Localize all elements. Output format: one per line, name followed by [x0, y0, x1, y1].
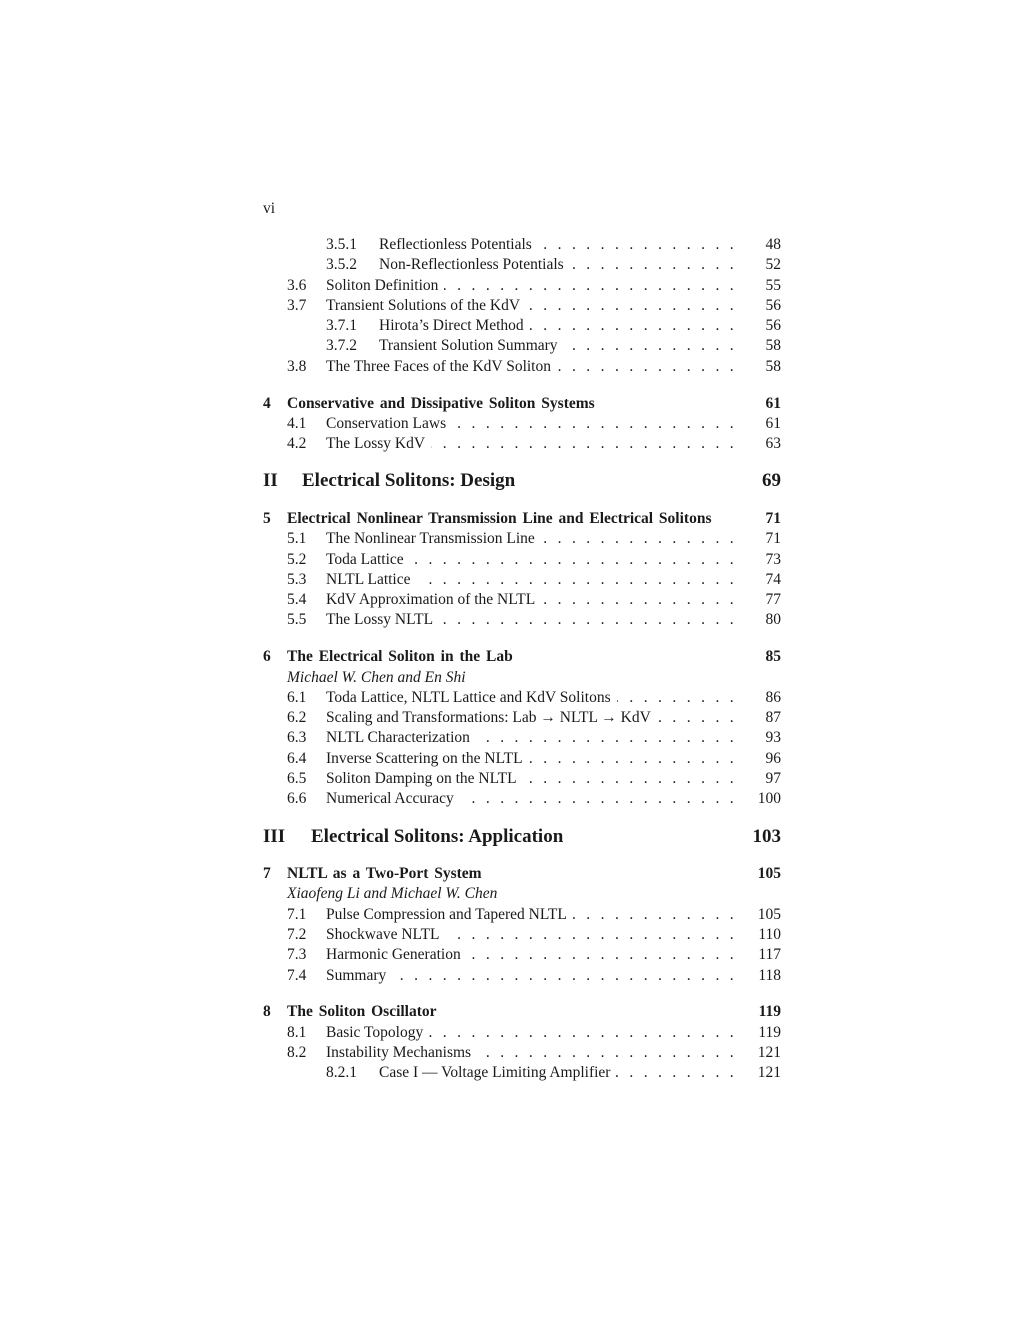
entry-page-number: 58	[765, 357, 781, 375]
toc-section-entry[interactable]	[263, 550, 781, 570]
entry-title: NLTL Lattice	[326, 570, 411, 588]
entry-title-with-leader	[326, 749, 737, 769]
entry-title: Non-Reflectionless Potentials	[379, 256, 564, 274]
toc-section-entry[interactable]	[263, 590, 781, 610]
entry-title-with-leader	[326, 590, 737, 610]
toc-section-entry[interactable]	[263, 357, 781, 377]
dot-leader	[460, 789, 737, 809]
dot-leader	[541, 590, 737, 610]
toc-section-entry[interactable]	[263, 570, 781, 590]
entry-title-with-leader	[326, 610, 737, 630]
entry-page-number: 77	[765, 591, 781, 609]
entry-title: Electrical Solitons: Design	[302, 470, 516, 492]
entry-title: KdV Approximation of the NLTL	[326, 591, 536, 609]
entry-title-with-leader	[379, 316, 737, 336]
entry-title-with-leader	[326, 1023, 737, 1043]
dot-leader	[431, 434, 737, 454]
dot-leader	[617, 688, 737, 708]
entry-page-number: 56	[765, 296, 781, 314]
entry-number: 4.2	[287, 435, 307, 453]
entry-number: 7.1	[287, 905, 307, 923]
toc-chapter-entry[interactable]	[263, 864, 781, 884]
entry-title: NLTL as a Two-Port System	[287, 865, 482, 883]
entry-title: Conservative and Dissipative Soliton Systems	[287, 394, 595, 412]
dot-leader	[541, 529, 737, 549]
toc-section-entry[interactable]	[263, 966, 781, 986]
dot-leader	[477, 1043, 737, 1063]
entry-page-number: 119	[758, 1003, 781, 1021]
toc-chapter-entry[interactable]	[263, 509, 781, 529]
dot-leader	[529, 749, 737, 769]
entry-page-number: 71	[765, 509, 781, 527]
toc-subsection-entry[interactable]	[263, 235, 781, 255]
entry-title: The Soliton Oscillator	[287, 1003, 437, 1021]
toc-part-entry[interactable]	[263, 826, 781, 848]
entry-page-number: 61	[765, 394, 781, 412]
entry-title: Transient Solutions of the KdV	[326, 296, 521, 314]
entry-page-number: 80	[765, 611, 781, 629]
dot-leader	[570, 255, 737, 275]
entry-number: III	[263, 825, 286, 847]
entry-title-with-leader	[326, 529, 737, 549]
dot-leader	[410, 550, 737, 570]
entry-title: Shockwave NLTL	[326, 926, 440, 944]
entry-number: 5	[263, 509, 271, 527]
entry-title-with-leader	[379, 336, 737, 356]
entry-number: 5.2	[287, 550, 307, 568]
page-number-folio: vi	[263, 200, 276, 217]
entry-number: 6.3	[287, 729, 307, 747]
toc-subsection-entry[interactable]	[263, 255, 781, 275]
entry-title-with-leader	[379, 235, 737, 255]
entry-title-with-leader	[326, 357, 737, 377]
toc-section-entry[interactable]	[263, 728, 781, 748]
entry-title: Electrical Solitons: Application	[311, 825, 564, 847]
entry-title: Numerical Accuracy	[326, 790, 454, 808]
entry-title: Soliton Damping on the NLTL	[326, 770, 517, 788]
dot-leader	[538, 235, 737, 255]
dot-leader	[526, 296, 737, 316]
toc-chapter-authors: Xiaofeng Li and Michael W. Chen	[287, 885, 498, 903]
entry-page-number: 52	[765, 256, 781, 274]
entry-number: II	[263, 470, 278, 492]
entry-page-number: 110	[758, 926, 781, 944]
toc-section-entry[interactable]	[263, 708, 781, 728]
entry-page-number: 48	[765, 236, 781, 253]
entry-number: 6.2	[287, 709, 307, 727]
dot-leader	[417, 570, 737, 590]
entry-page-number: 118	[758, 966, 781, 984]
entry-title: Reflectionless Potentials	[379, 236, 532, 253]
entry-page-number: 103	[752, 825, 781, 847]
entry-title: Scaling and Transformations: Lab → NLTL → KdV	[326, 709, 651, 727]
entry-title: Toda Lattice, NLTL Lattice and KdV Solitons	[326, 688, 611, 706]
entry-number: 3.7	[287, 296, 307, 314]
toc-section-entry[interactable]	[263, 1023, 781, 1043]
entry-title-with-leader	[326, 905, 737, 925]
toc-section-entry[interactable]	[263, 905, 781, 925]
entry-number: 4.1	[287, 414, 307, 432]
dot-leader	[452, 414, 737, 434]
toc-section-entry[interactable]	[263, 749, 781, 769]
entry-title: The Three Faces of the KdV Soliton	[326, 357, 551, 375]
toc-subsection-entry[interactable]	[263, 316, 781, 336]
entry-page-number: 105	[757, 865, 781, 883]
entry-number: 3.5.1	[326, 236, 357, 253]
entry-page-number: 121	[757, 1064, 781, 1082]
toc-section-entry[interactable]	[263, 925, 781, 945]
toc-section-entry[interactable]	[263, 688, 781, 708]
toc-part-entry[interactable]	[263, 470, 781, 492]
toc-section-entry[interactable]	[263, 434, 781, 454]
entry-title-with-leader	[326, 414, 737, 434]
entry-title-with-leader	[326, 728, 737, 748]
entry-title: The Nonlinear Transmission Line	[326, 530, 535, 548]
entry-number: 3.8	[287, 357, 307, 375]
entry-number: 8.2.1	[326, 1064, 357, 1082]
toc-section-entry[interactable]	[263, 296, 781, 316]
dot-leader	[523, 769, 737, 789]
entry-page-number: 117	[758, 946, 781, 964]
dot-leader	[557, 357, 737, 377]
entry-number: 3.7.2	[326, 337, 357, 355]
dot-leader	[564, 336, 737, 356]
entry-title: Inverse Scattering on the NLTL	[326, 749, 523, 767]
dot-leader	[573, 905, 737, 925]
entry-number: 8.2	[287, 1044, 307, 1061]
entry-page-number: 61	[765, 414, 781, 432]
toc-subsection-entry[interactable]	[263, 336, 781, 356]
toc-section-entry[interactable]	[263, 769, 781, 789]
entry-title-with-leader	[326, 434, 737, 454]
entry-number: 5.4	[287, 591, 307, 609]
entry-title: Hirota’s Direct Method	[379, 317, 524, 335]
toc-section-entry[interactable]	[263, 1043, 781, 1063]
entry-number: 6	[263, 648, 271, 666]
entry-number: 4	[263, 394, 271, 412]
entry-page-number: 71	[765, 530, 781, 548]
dot-leader	[444, 276, 737, 296]
entry-page-number: 74	[765, 570, 781, 588]
entry-title-with-leader	[326, 789, 737, 809]
entry-title-with-leader	[326, 276, 737, 296]
entry-number: 7.2	[287, 926, 307, 944]
entry-number: 3.7.1	[326, 317, 357, 335]
dot-leader	[446, 925, 737, 945]
toc-section-entry[interactable]	[263, 414, 781, 434]
toc-section-entry[interactable]	[263, 529, 781, 549]
entry-page-number: 56	[765, 317, 781, 335]
entry-page-number: 55	[765, 276, 781, 294]
entry-number: 3.5.2	[326, 256, 357, 274]
entry-title: Harmonic Generation	[326, 946, 461, 964]
entry-page-number: 86	[765, 688, 781, 706]
entry-title: Pulse Compression and Tapered NLTL	[326, 905, 567, 923]
entry-page-number: 93	[765, 729, 781, 747]
entry-title-with-leader	[379, 1063, 737, 1083]
entry-title-with-leader	[326, 688, 737, 708]
toc-section-entry[interactable]	[263, 610, 781, 630]
entry-number: 7	[263, 865, 271, 883]
entry-number: 8.1	[287, 1023, 307, 1041]
table-of-contents	[263, 235, 781, 1084]
toc-chapter-entry[interactable]	[263, 647, 781, 667]
toc-section-entry[interactable]	[263, 789, 781, 809]
entry-number: 8	[263, 1003, 271, 1021]
entry-number: 5.3	[287, 570, 307, 588]
entry-title-with-leader	[326, 1043, 737, 1063]
toc-subsection-entry[interactable]	[263, 1063, 781, 1083]
dot-leader	[392, 966, 737, 986]
entry-title-with-leader	[379, 255, 737, 275]
entry-page-number: 73	[765, 550, 781, 568]
toc-chapter-authors: Michael W. Chen and En Shi	[287, 668, 466, 686]
entry-title-with-leader	[326, 570, 737, 590]
entry-title-with-leader	[326, 296, 737, 316]
entry-page-number: 85	[765, 648, 781, 666]
entry-title: Basic Topology	[326, 1023, 424, 1041]
entry-page-number: 87	[765, 709, 781, 727]
entry-title-with-leader	[326, 708, 737, 728]
entry-title-with-leader	[326, 550, 737, 570]
entry-number: 3.6	[287, 276, 307, 294]
dot-leader	[429, 1023, 737, 1043]
entry-page-number: 105	[757, 905, 781, 923]
entry-page-number: 119	[758, 1023, 781, 1041]
dot-leader	[616, 1063, 737, 1083]
entry-page-number: 97	[765, 770, 781, 788]
entry-title: The Lossy NLTL	[326, 611, 434, 629]
entry-page-number: 63	[765, 435, 781, 453]
entry-page-number: 100	[757, 790, 781, 808]
entry-title-with-leader	[326, 925, 737, 945]
entry-title: Summary	[326, 966, 387, 984]
dot-leader	[530, 316, 737, 336]
dot-leader	[439, 610, 737, 630]
toc-chapter-entry[interactable]	[263, 394, 781, 414]
entry-title: Toda Lattice	[326, 550, 404, 568]
entry-number: 6.4	[287, 749, 307, 767]
entry-number: 5.1	[287, 530, 307, 548]
dot-leader	[467, 945, 737, 965]
entry-title: Instability Mechanisms	[326, 1044, 472, 1061]
entry-page-number: 69	[762, 470, 781, 492]
entry-page-number: 121	[757, 1044, 781, 1061]
entry-page-number: 96	[765, 749, 781, 767]
entry-title-with-leader	[326, 966, 737, 986]
entry-title: NLTL Characterization	[326, 729, 470, 747]
dot-leader	[657, 708, 737, 728]
entry-number: 5.5	[287, 611, 307, 629]
entry-title: Conservation Laws	[326, 414, 447, 432]
entry-title: The Electrical Soliton in the Lab	[287, 648, 513, 666]
dot-leader	[476, 728, 737, 748]
toc-section-entry[interactable]	[263, 276, 781, 296]
entry-title-with-leader	[326, 945, 737, 965]
toc-section-entry[interactable]	[263, 945, 781, 965]
entry-title: The Lossy KdV	[326, 435, 426, 453]
entry-page-number: 58	[765, 337, 781, 355]
entry-number: 6.6	[287, 790, 307, 808]
entry-number: 6.5	[287, 770, 307, 788]
entry-number: 7.3	[287, 946, 307, 964]
entry-title: Soliton Definition	[326, 276, 439, 294]
entry-number: 6.1	[287, 688, 307, 706]
entry-title: Case I — Voltage Limiting Amplifier	[379, 1064, 611, 1082]
entry-title: Transient Solution Summary	[379, 337, 558, 355]
entry-number: 7.4	[287, 966, 307, 984]
entry-title-with-leader	[326, 769, 737, 789]
toc-chapter-entry[interactable]	[263, 1002, 781, 1022]
entry-title: Electrical Nonlinear Transmission Line and Electrical Solitons	[287, 509, 712, 527]
